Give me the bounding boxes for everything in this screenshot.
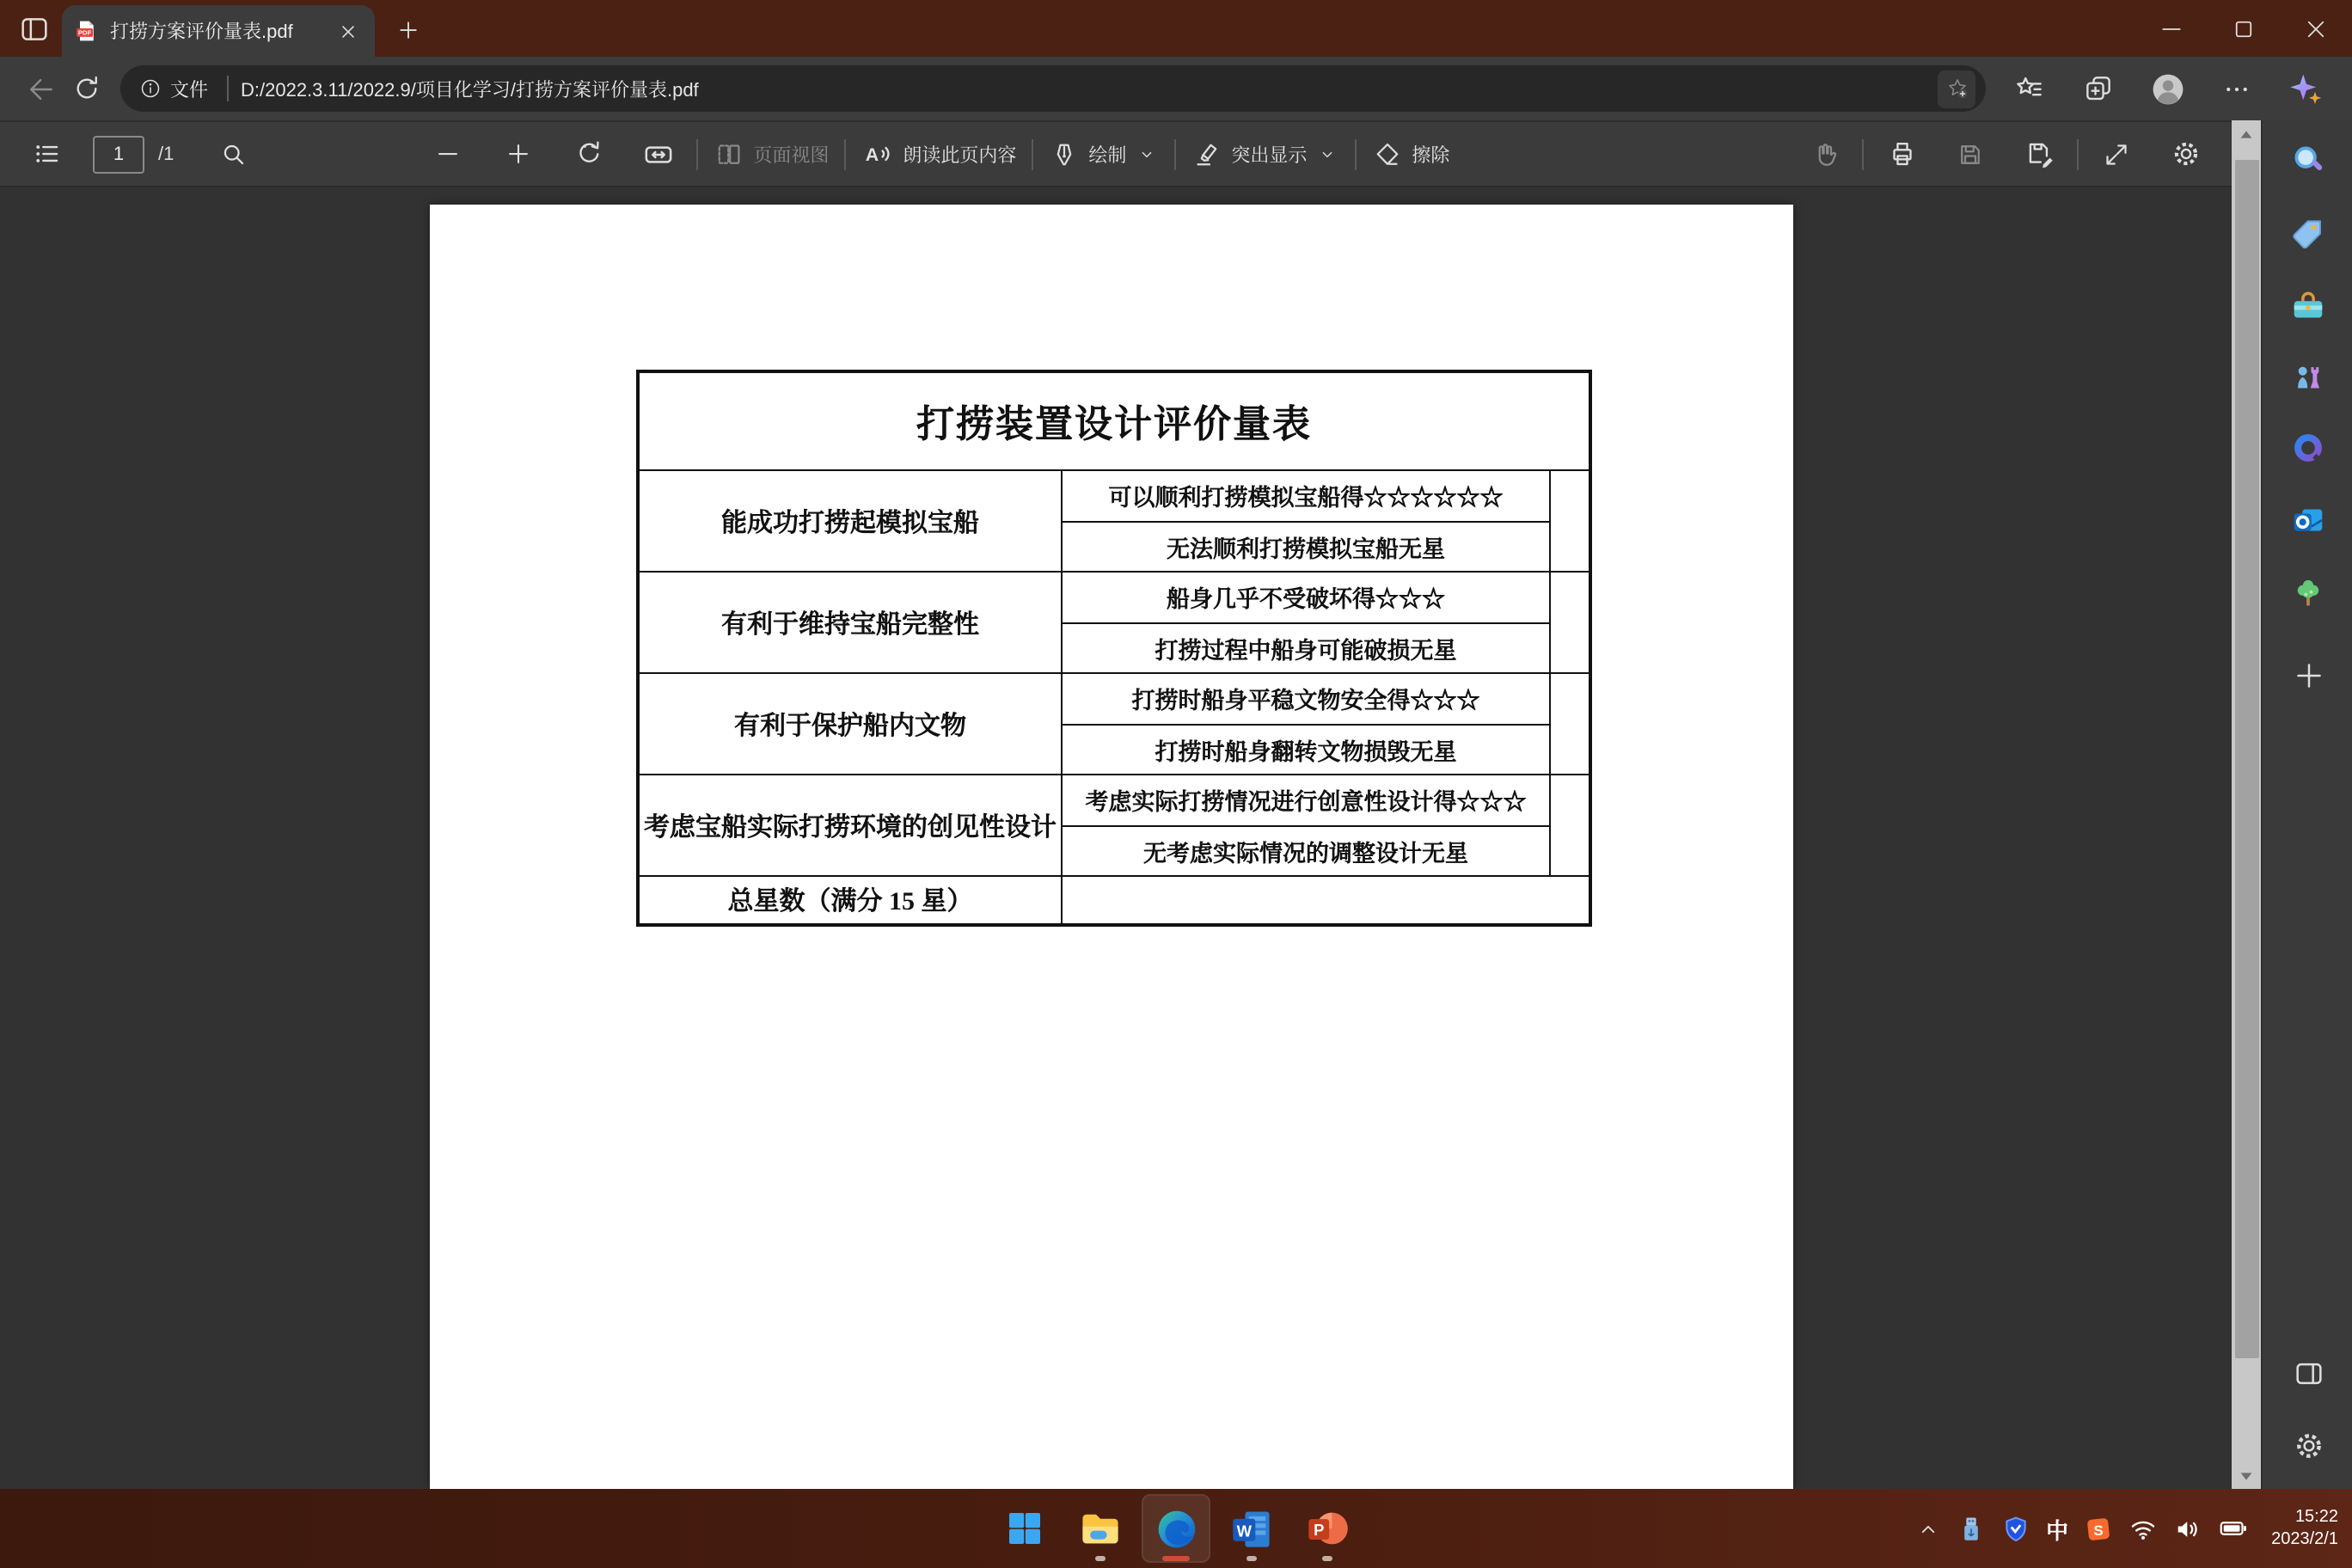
save-button[interactable]	[1948, 132, 1993, 176]
option-cell: 无法顺利打捞模拟宝船无星	[1063, 522, 1551, 573]
criteria-cell: 能成功打捞起模拟宝船	[640, 471, 1063, 573]
pdf-settings-button[interactable]	[2163, 132, 2208, 176]
avatar	[2148, 70, 2186, 107]
vertical-scrollbar[interactable]	[2232, 120, 2261, 1489]
toolbar-divider	[2077, 138, 2079, 169]
tray-chevron-button[interactable]	[1915, 1516, 1941, 1541]
close-icon	[336, 20, 358, 42]
toolbar-divider	[1355, 138, 1357, 169]
pan-tool-button[interactable]	[1802, 132, 1847, 176]
page-view-icon	[714, 138, 744, 169]
hand-icon	[1809, 138, 1840, 169]
sidebar-panel-button[interactable]	[2285, 1350, 2331, 1396]
running-indicator	[1322, 1555, 1332, 1560]
sidebar-shopping-button[interactable]	[2285, 210, 2331, 256]
highlight-label: 突出显示	[1231, 145, 1308, 166]
favorites-button[interactable]	[2006, 65, 2053, 112]
title-bar	[0, 0, 2352, 57]
read-aloud-icon	[861, 138, 894, 170]
highlight-button[interactable]	[1191, 138, 1339, 169]
total-value-cell	[1063, 877, 1589, 923]
score-cell	[1551, 775, 1589, 877]
tree-icon	[2288, 574, 2328, 614]
chevron-up-icon	[1915, 1516, 1941, 1541]
score-cell	[1551, 674, 1589, 775]
scroll-up-button[interactable]	[2232, 120, 2261, 148]
print-button[interactable]	[1879, 132, 1924, 176]
criteria-cell: 有利于维持宝船完整性	[640, 573, 1063, 674]
tab-actions-button[interactable]	[14, 9, 55, 50]
option-cell: 打捞时船身平稳文物安全得☆☆☆	[1063, 674, 1551, 725]
toolbar-divider	[844, 138, 846, 169]
file-explorer-button[interactable]	[1066, 1494, 1135, 1563]
outlook-icon	[2288, 500, 2328, 540]
plus-icon	[395, 16, 420, 42]
sidebar-tools-button[interactable]	[2285, 284, 2331, 330]
draw-button[interactable]	[1049, 138, 1159, 169]
erase-label: 擦除	[1412, 145, 1450, 166]
plus-icon	[503, 139, 532, 168]
zoom-in-button[interactable]	[495, 132, 540, 176]
total-label-cell: 总星数（满分 15 星）	[640, 877, 1063, 923]
close-window-button[interactable]	[2280, 0, 2352, 57]
edge-browser-icon	[1153, 1505, 1199, 1552]
profile-button[interactable]	[2144, 65, 2190, 112]
system-tray	[1915, 1489, 2338, 1568]
maximize-button[interactable]	[2208, 0, 2280, 57]
address-divider	[227, 76, 229, 101]
window-controls	[2135, 0, 2352, 57]
toolbar-right-icons	[2006, 65, 2328, 112]
chevron-down-icon[interactable]	[1135, 142, 1159, 166]
fullscreen-button[interactable]	[2094, 132, 2139, 176]
pdf-file-icon	[74, 19, 98, 43]
taskbar	[0, 1489, 2352, 1568]
pdf-toolbar	[0, 120, 2232, 187]
find-button[interactable]	[211, 132, 256, 176]
table-title: 打捞装置设计评价量表	[640, 373, 1589, 471]
fit-to-width-icon	[641, 137, 676, 171]
star-add-icon	[1944, 76, 1969, 101]
more-ellipsis-icon	[2220, 73, 2251, 104]
word-button[interactable]	[1217, 1494, 1286, 1563]
search-icon	[2288, 141, 2328, 181]
tab-close-button[interactable]	[332, 15, 363, 46]
table-of-contents-icon	[30, 138, 63, 170]
security-shield-tray-icon[interactable]	[2001, 1514, 2030, 1543]
sogou-tray-icon[interactable]	[2084, 1514, 2113, 1543]
scrollbar-thumb[interactable]	[2234, 160, 2258, 1358]
eraser-icon	[1372, 138, 1403, 169]
zoom-out-button[interactable]	[425, 132, 469, 176]
criteria-cell: 考虑宝船实际打捞环境的创见性设计	[640, 775, 1063, 877]
collections-icon	[2082, 72, 2115, 105]
toolbar-divider	[1174, 138, 1176, 169]
ime-indicator[interactable]: 中	[2046, 1517, 2069, 1543]
chevron-down-icon[interactable]	[1315, 142, 1339, 166]
page-view-button[interactable]	[714, 138, 829, 169]
rotate-button[interactable]	[566, 132, 610, 176]
sidebar-tree-button[interactable]	[2285, 571, 2331, 617]
back-arrow-icon	[23, 71, 58, 106]
windows-start-icon	[1004, 1508, 1045, 1549]
sidebar-microsoft365-button[interactable]	[2285, 425, 2331, 471]
save-as-icon	[2023, 138, 2055, 170]
tab-list-icon	[17, 12, 52, 46]
svg-text:W: W	[1236, 1522, 1253, 1540]
microsoft-365-icon	[2288, 428, 2328, 468]
info-icon[interactable]	[138, 76, 163, 101]
page-number-input[interactable]	[93, 135, 144, 173]
read-aloud-button[interactable]	[861, 138, 1016, 170]
toolbar-divider	[1032, 138, 1033, 169]
score-cell	[1551, 471, 1589, 573]
gear-icon	[2169, 138, 2202, 170]
edge-sidebar	[2261, 120, 2352, 1489]
svg-text:S: S	[2093, 1521, 2104, 1538]
option-cell: 船身几乎不受破坏得☆☆☆	[1063, 573, 1551, 623]
plus-icon	[2291, 658, 2325, 692]
scroll-down-button[interactable]	[2232, 1461, 2261, 1489]
minimize-button[interactable]	[2135, 0, 2208, 57]
option-cell: 无考虑实际情况的调整设计无星	[1063, 826, 1551, 877]
read-aloud-label: 朗读此页内容	[903, 145, 1017, 166]
gear-icon	[2291, 1428, 2325, 1462]
url-text[interactable]: D:/2022.3.11/2022.9/项目化学习/打捞方案评价量表.pdf	[241, 80, 699, 101]
browser-toolbar	[0, 57, 2352, 120]
sidebar-add-button[interactable]	[2285, 652, 2331, 698]
start-button[interactable]	[990, 1494, 1059, 1563]
erase-button[interactable]	[1372, 138, 1449, 169]
running-indicator	[1095, 1555, 1106, 1560]
svg-text:P: P	[1314, 1520, 1325, 1539]
sidebar-settings-button[interactable]	[2285, 1422, 2331, 1468]
criteria-cell: 有利于保护船内文物	[640, 674, 1063, 775]
clock-date: 2023/2/1	[2271, 1530, 2338, 1549]
toolbar-divider	[696, 138, 698, 169]
svg-text:A: A	[866, 144, 879, 165]
tab-active[interactable]	[62, 5, 375, 57]
add-favorite-button[interactable]	[1938, 70, 1975, 107]
wifi-icon[interactable]	[2128, 1514, 2158, 1543]
word-icon	[1229, 1506, 1274, 1551]
clock[interactable]	[2271, 1506, 2338, 1551]
triangle-down-icon	[2237, 1466, 2256, 1485]
page-count-label: /1	[158, 144, 175, 164]
option-cell: 考虑实际打捞情况进行创意性设计得☆☆☆	[1063, 775, 1551, 826]
evaluation-table	[636, 370, 1592, 927]
favorites-star-list-icon	[2013, 72, 2046, 105]
pdf-page	[430, 205, 1793, 1489]
draw-pen-icon	[1049, 138, 1080, 169]
file-scheme-label: 文件	[170, 80, 208, 101]
fit-width-button[interactable]	[636, 132, 681, 176]
option-cell: 打捞时船身翻转文物损毁无星	[1063, 725, 1551, 775]
powerpoint-button[interactable]	[1293, 1494, 1362, 1563]
new-tab-button[interactable]	[389, 10, 426, 48]
refresh-button[interactable]	[64, 65, 110, 112]
tab-title: 打捞方案评价量表.pdf	[110, 22, 293, 43]
clock-time: 15:22	[2294, 1508, 2338, 1527]
usb-tray-icon[interactable]	[1957, 1514, 1986, 1543]
toc-button[interactable]	[24, 132, 69, 176]
settings-more-button[interactable]	[2213, 65, 2259, 112]
collections-button[interactable]	[2075, 65, 2122, 112]
option-cell: 可以顺利打捞模拟宝船得☆☆☆☆☆☆	[1063, 471, 1551, 522]
score-cell	[1551, 573, 1589, 674]
fullscreen-icon	[2101, 138, 2132, 169]
save-icon	[1955, 138, 1986, 169]
toolbox-icon	[2288, 287, 2328, 327]
address-bar[interactable]	[120, 65, 1986, 112]
battery-icon[interactable]	[2218, 1513, 2249, 1544]
page-view-label: 页面视图	[753, 145, 830, 166]
draw-label: 绘制	[1088, 145, 1127, 166]
svg-text:PDF: PDF	[77, 28, 92, 37]
sidebar-panel-icon	[2291, 1356, 2325, 1390]
refresh-icon	[70, 72, 103, 105]
file-explorer-icon	[1078, 1506, 1123, 1551]
powerpoint-icon	[1305, 1506, 1350, 1551]
games-chess-icon	[2288, 358, 2328, 397]
sidebar-outlook-button[interactable]	[2285, 497, 2331, 543]
triangle-up-icon	[2237, 125, 2256, 144]
volume-icon[interactable]	[2173, 1514, 2202, 1543]
shopping-tag-icon	[2288, 213, 2328, 253]
copilot-button[interactable]	[2282, 65, 2328, 112]
back-button[interactable]	[17, 65, 64, 112]
search-icon	[218, 138, 249, 169]
pdf-viewer	[0, 189, 2232, 1489]
running-indicator	[1246, 1555, 1257, 1560]
minus-icon	[432, 139, 462, 168]
copilot-sparkle-icon	[2286, 70, 2324, 107]
sidebar-search-button[interactable]	[2285, 138, 2331, 184]
sidebar-games-button[interactable]	[2285, 354, 2331, 401]
rotate-icon	[572, 138, 604, 170]
highlighter-icon	[1191, 138, 1222, 169]
active-indicator	[1162, 1555, 1190, 1560]
printer-icon	[1885, 138, 1918, 170]
option-cell: 打捞过程中船身可能破损无星	[1063, 623, 1551, 674]
toolbar-divider	[1862, 138, 1864, 169]
save-as-button[interactable]	[2017, 132, 2061, 176]
edge-button[interactable]	[1142, 1494, 1210, 1563]
